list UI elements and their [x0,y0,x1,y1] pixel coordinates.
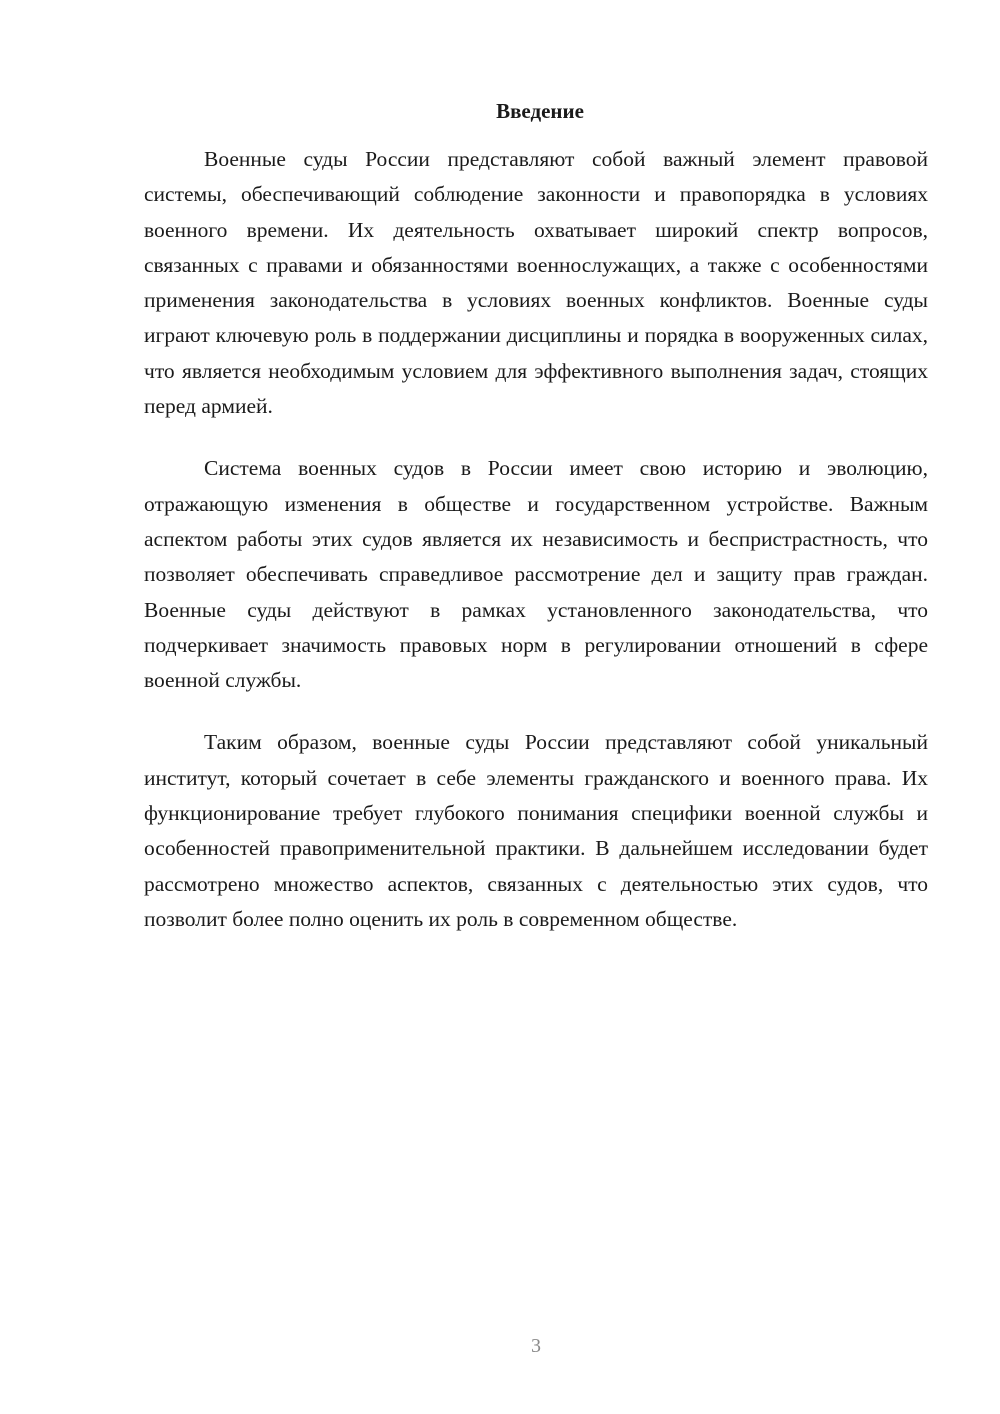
paragraph-1: Военные суды России представляют собой важный элемент правовой системы, обеспечивающий соблюдение законности и правопорядка в условиях военного времени. Их деятельность охватывает широкий спектр вопросов, связанных с правами и обязанностями военнослужащих, а также с особенностями применения законодательства в условиях военных конфликтов. Военные суды играют ключевую роль в поддержании дисциплины и порядка в вооруженных силах, что является необходимым условием для эффективного выполнения задач, стоящих перед армией. [144,147,928,419]
section-heading: Введение [496,99,584,123]
page-number: 3 [531,1335,541,1357]
page-content [144,96,928,937]
paragraph-3: Таким образом, военные суды России представляют собой уникальный институт, который сочетает в себе элементы гражданского и военного права. Их функционирование требует глубокого понимания специфики военной службы и особенностей правоприменительной практики. В дальнейшем исследовании будет рассмотрено множество аспектов, связанных с деятельностью этих судов, что позволит более полно оценить их роль в современном обществе. [144,730,928,931]
paragraph-2: Система военных судов в России имеет свою историю и эволюцию, отражающую изменения в обществе и государственном устройстве. Важным аспектом работы этих судов является их независимость и беспристрастность, что позволяет обеспечивать справедливое рассмотрение дел и защиту прав граждан. Военные суды действуют в рамках установленного законодательства, что подчеркивает значимость правовых норм в регулировании отношений в сфере военной службы. [144,456,928,693]
